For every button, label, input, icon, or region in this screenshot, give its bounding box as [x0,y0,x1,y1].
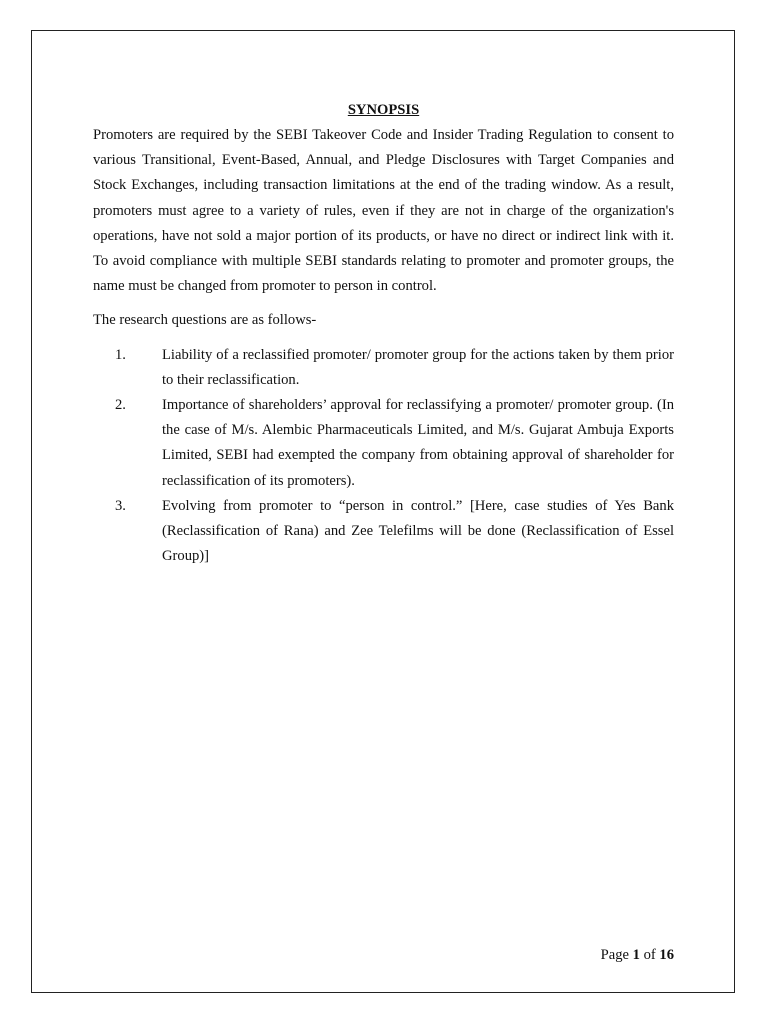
document-body [93,100,674,569]
list-item [93,494,674,570]
list-item-text: Evolving from promoter to “person in control.” [Here, case studies of Yes Bank (Reclassification of Rana) and Zee Telefilms will be done (Reclassification of Essel Group)] [162,497,674,565]
research-questions-list [93,343,674,570]
synopsis-paragraph: Promoters are required by the SEBI Takeover Code and Insider Trading Regulation to consent to various Transitional, Event-Based, Annual, and Pledge Disclosures with Target Companies and Stock Exchanges, including transaction limitations at the end of the trading window. As a result, promoters must agree to a variety of rules, even if they are not in charge of the organization's operations, have not sold a major portion of its products, or have no direct or indirect link with it. To avoid compliance with multiple SEBI standards relating to promoter and promoter groups, the name must be changed from promoter to person in control. [93,127,674,295]
list-item-number: 1. [115,346,126,363]
research-questions-lead: The research questions are as follows- [93,312,317,329]
page-label: Page [600,947,629,963]
list-item-text: Importance of shareholders’ approval for reclassifying a promoter/ promoter group. (In the case of M/s. Alembic Pharmaceuticals Limited, and M/s. Gujarat Ambuja Exports Limited, SEBI had exempted the company from obtaining approval of shareholder for reclassification of its promoters). [162,397,674,489]
list-item [93,393,674,494]
current-page: 1 [632,947,640,963]
of-label: of [643,947,656,963]
list-item-text: Liability of a reclassified promoter/ promoter group for the actions taken by them prior to their reclassification. [162,346,674,388]
list-item [93,343,674,393]
total-pages: 16 [659,947,674,963]
list-item-number: 2. [115,397,126,414]
page-number-footer [601,945,674,965]
synopsis-title: SYNOPSIS [347,102,420,118]
list-item-number: 3. [115,497,126,514]
